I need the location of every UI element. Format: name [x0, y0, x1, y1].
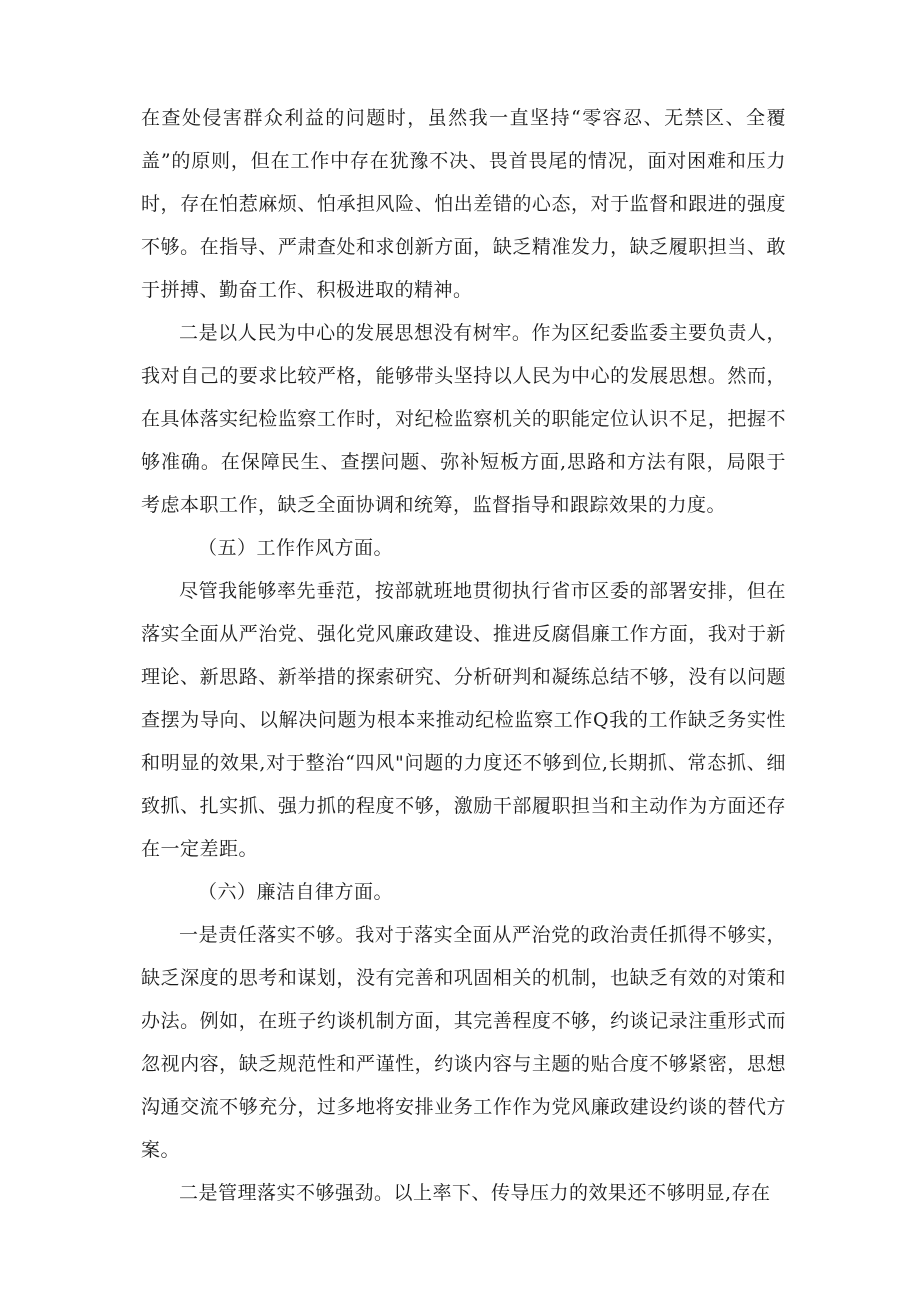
paragraph-people-centered: 二是以人民为中心的发展思想没有树牢。作为区纪委监委主要负责人，我对自己的要求比较严格，能够带头坚持以人民为中心的发展思想。然而，在具体落实纪检监察工作时，对纪检监察机关的职能定位认识不足，把握不够准确。在保障民生、查摆问题、弥补短板方面,思路和方法有限，局限于考虑本职工作，缺乏全面协调和统筹，监督指导和跟踪效果的力度。 [141, 322, 786, 516]
paragraph-work-style: 尽管我能够率先垂范，按部就班地贯彻执行省市区委的部署安排，但在落实全面从严治党、强化党风廉政建设、推进反腐倡廉工作方面，我对于新理论、新思路、新举措的探索研究、分析研判和凝练总结不够，没有以问题查摆为导向、以解决问题为根本来推动纪检监察工作Q我的工作缺乏务实性和明显的效果,对于整治“四风"问题的力度还不够到位,长期抓、常态抓、细致抓、扎实抓、强力抓的程度不够，激励干部履职担当和主动作为方面还存在一定差距。 [141, 580, 786, 860]
document-body [141, 97, 786, 1215]
paragraph-management: 二是管理落实不够强劲。以上率下、传导压力的效果还不够明显,存在 [179, 1182, 771, 1204]
paragraph-continuation: 在查处侵害群众利益的问题时，虽然我一直坚持“零容忍、无禁区、全覆盖”的原则，但在工作中存在犹豫不决、畏首畏尾的情况，面对困难和压力时，存在怕惹麻烦、怕承担风险、怕出差错的心态，对于监督和跟进的强度不够。在指导、严肃查处和求创新方面，缺乏精准发力，缺乏履职担当、敢于拼搏、勤奋工作、积极进取的精神。 [141, 107, 786, 301]
section-heading-integrity: （六）廉洁自律方面。 [198, 881, 394, 903]
paragraph-responsibility: 一是责任落实不够。我对于落实全面从严治党的政治责任抓得不够实，缺乏深度的思考和谋划，没有完善和巩固相关的机制，也缺乏有效的对策和办法。例如，在班子约谈机制方面，其完善程度不够，约谈记录注重形式而忽视内容，缺乏规范性和严谨性，约谈内容与主题的贴合度不够紧密，思想沟通交流不够充分，过多地将安排业务工作作为党风廉政建设约谈的替代方案。 [141, 924, 786, 1161]
section-heading-work-style: （五）工作作风方面。 [198, 537, 394, 559]
